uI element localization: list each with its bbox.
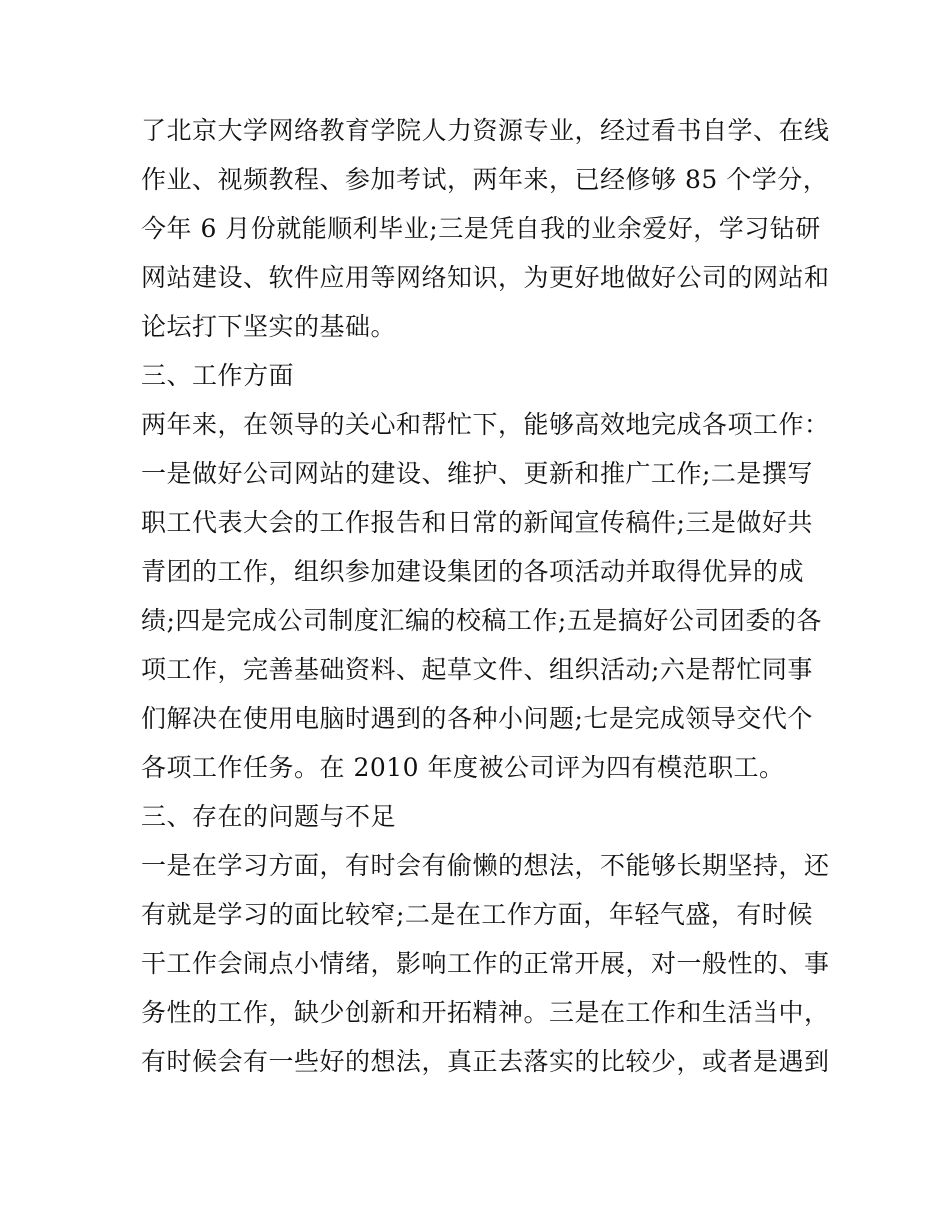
text-line: 们解决在使用电脑时遇到的各种小问题;七是完成领导交代个: [141, 704, 813, 733]
text-line: 项工作，完善基础资料、起草文件、组织活动;六是帮忙同事: [141, 655, 813, 684]
text-line: 青团的工作，组织参加建设集团的各项活动并取得优异的成: [141, 557, 805, 586]
text-line: 务性的工作，缺少创新和开拓精神。三是在工作和生活当中，: [141, 998, 830, 1027]
text-line: 有就是学习的面比较窄;二是在工作方面，年轻气盛，有时候: [141, 900, 813, 929]
section-heading-problems: 三、存在的问题与不足: [141, 802, 397, 831]
text-line: 网站建设、软件应用等网络知识，为更好地做好公司的网站和: [141, 263, 830, 292]
text-line: 两年来，在领导的关心和帮忙下，能够高效地完成各项工作：: [141, 410, 830, 439]
text-line: 作业、视频教程、参加考试，两年来，已经修够 85 个学分，: [141, 165, 829, 194]
text-line: 今年 6 月份就能顺利毕业;三是凭自我的业余爱好，学习钻研: [141, 214, 821, 243]
text-line: 干工作会闹点小情绪，影响工作的正常开展，对一般性的、事: [141, 949, 830, 978]
text-line: 了北京大学网络教育学院人力资源专业，经过看书自学、在线: [141, 116, 830, 145]
text-line: 有时候会有一些好的想法，真正去落实的比较少，或者是遇到: [141, 1047, 830, 1076]
text-line: 一是在学习方面，有时会有偷懒的想法，不能够长期坚持，还: [141, 851, 830, 880]
text-line: 绩;四是完成公司制度汇编的校稿工作;五是搞好公司团委的各: [141, 606, 822, 635]
section-heading-work: 三、工作方面: [141, 361, 295, 390]
text-line: 各项工作任务。在 2010 年度被公司评为四有模范职工。: [141, 753, 785, 782]
body-text: [141, 106, 831, 1086]
text-line: 论坛打下坚实的基础。: [141, 312, 397, 341]
text-line: 一是做好公司网站的建设、维护、更新和推广工作;二是撰写: [141, 459, 813, 488]
text-line: 职工代表大会的工作报告和日常的新闻宣传稿件;三是做好共: [141, 508, 813, 537]
